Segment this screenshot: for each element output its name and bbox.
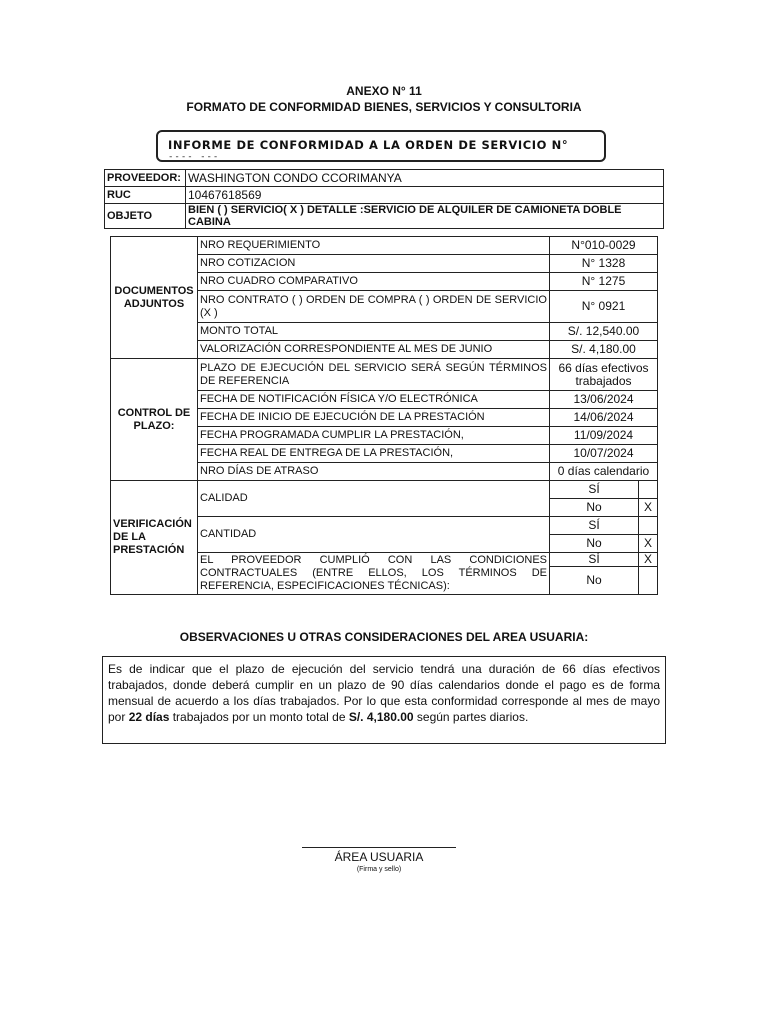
- report-title-box: [156, 130, 606, 162]
- observations-text-3: según partes diarios.: [413, 710, 529, 724]
- doc-value-requerimiento: N°010-0029: [550, 237, 658, 255]
- quality-no-mark: X: [639, 499, 658, 517]
- compliance-label: EL PROVEEDOR CUMPLIÓ CON LAS CONDICIONES CONTRACTUALES (ENTRE ELLOS, LOS TÉRMINOS DE REFERENCIA, ESPECIFICACIONES TÉCNICAS):: [198, 553, 550, 595]
- control-label-entrega: FECHA REAL DE ENTREGA DE LA PRESTACIÓN,: [198, 445, 550, 463]
- doc-value-cuadro: N° 1275: [550, 273, 658, 291]
- observations-box: [102, 656, 666, 744]
- quality-yes-mark: [639, 481, 658, 499]
- doc-value-cotizacion: N° 1328: [550, 255, 658, 273]
- documents-group-label: DOCUMENTOS ADJUNTOS: [111, 237, 198, 359]
- observations-amount: S/. 4,180.00: [348, 710, 414, 724]
- quantity-no-mark: X: [639, 535, 658, 553]
- details-table: [110, 236, 658, 595]
- control-group-label: CONTROL DE PLAZO:: [111, 359, 198, 481]
- control-value-inicio: 14/06/2024: [550, 409, 658, 427]
- control-label-notificacion: FECHA DE NOTIFICACIÓN FÍSICA Y/O ELECTRÓNICA: [198, 391, 550, 409]
- observations-text-2: trabajados por un monto total de: [169, 710, 349, 724]
- report-number: ---- ---: [168, 152, 220, 162]
- signature-line: [302, 847, 456, 848]
- quantity-label: CANTIDAD: [198, 517, 550, 553]
- control-label-atraso: NRO DÍAS DE ATRASO: [198, 463, 550, 481]
- control-value-programada: 11/09/2024: [550, 427, 658, 445]
- control-label-plazo: PLAZO DE EJECUCIÓN DEL SERVICIO SERÁ SEGÚN TÉRMINOS DE REFERENCIA: [198, 359, 550, 391]
- compliance-no: No: [550, 567, 639, 595]
- object-row: [105, 204, 664, 229]
- doc-value-valorizacion: S/. 4,180.00: [550, 341, 658, 359]
- provider-label: PROVEEDOR:: [105, 170, 186, 187]
- compliance-yes-mark: X: [639, 553, 658, 567]
- quality-yes: SÍ: [550, 481, 639, 499]
- ruc-value: 10467618569: [186, 187, 664, 204]
- doc-label-requerimiento: NRO REQUERIMIENTO: [198, 237, 550, 255]
- object-label: OBJETO: [105, 204, 186, 229]
- quality-no: No: [550, 499, 639, 517]
- observations-days: 22 días: [128, 710, 170, 724]
- signature-note: (Firma y sello): [356, 866, 402, 873]
- table-row: [111, 237, 658, 255]
- annex-title: ANEXO N° 11: [346, 84, 422, 98]
- control-label-inicio: FECHA DE INICIO DE EJECUCIÓN DE LA PRESTACIÓN: [198, 409, 550, 427]
- observations-heading: OBSERVACIONES U OTRAS CONSIDERACIONES DEL AREA USUARIA:: [179, 630, 589, 644]
- quantity-yes: SÍ: [550, 517, 639, 535]
- observations-text-1: Es de indicar que el plazo de ejecución del servicio tendrá una duración de 66 días efectivos trabajados, donde deberá cumplir en un plazo de 90 días calendarios donde el pago es de forma mensual de acuerdo a los días trabajados. Por lo que esta conformidad corresponde al mes de mayo por: [108, 662, 660, 724]
- compliance-yes: SÍ: [550, 553, 639, 567]
- doc-label-cuadro: NRO CUADRO COMPARATIVO: [198, 273, 550, 291]
- quantity-no: No: [550, 535, 639, 553]
- doc-label-valorizacion: VALORIZACIÓN CORRESPONDIENTE AL MES DE JUNIO: [198, 341, 550, 359]
- doc-value-contrato: N° 0921: [550, 291, 658, 323]
- doc-label-cotizacion: NRO COTIZACION: [198, 255, 550, 273]
- control-label-programada: FECHA PROGRAMADA CUMPLIR LA PRESTACIÓN,: [198, 427, 550, 445]
- doc-value-monto: S/. 12,540.00: [550, 323, 658, 341]
- provider-row: [105, 170, 664, 187]
- provider-table: [104, 169, 664, 229]
- control-value-notificacion: 13/06/2024: [550, 391, 658, 409]
- table-row: [111, 481, 658, 499]
- quality-label: CALIDAD: [198, 481, 550, 517]
- doc-label-contrato: NRO CONTRATO ( ) ORDEN DE COMPRA ( ) ORDEN DE SERVICIO (X ): [198, 291, 550, 323]
- report-title: INFORME DE CONFORMIDAD A LA ORDEN DE SERVICIO N°: [168, 138, 569, 152]
- object-value: BIEN ( ) SERVICIO( X ) DETALLE :SERVICIO DE ALQUILER DE CAMIONETA DOBLE CABINA: [186, 204, 664, 229]
- table-row: [111, 359, 658, 391]
- ruc-row: [105, 187, 664, 204]
- control-value-plazo: 66 días efectivos trabajados: [550, 359, 658, 391]
- provider-value: WASHINGTON CONDO CCORIMANYA: [186, 170, 664, 187]
- compliance-no-mark: [639, 567, 658, 595]
- signature-area-label: ÁREA USUARIA: [334, 850, 424, 864]
- control-value-atraso: 0 días calendario: [550, 463, 658, 481]
- doc-label-monto: MONTO TOTAL: [198, 323, 550, 341]
- format-title: FORMATO DE CONFORMIDAD BIENES, SERVICIOS Y CONSULTORIA: [186, 100, 582, 114]
- verification-group-label: VERIFICACIÓN DE LA PRESTACIÓN: [111, 481, 198, 595]
- quantity-yes-mark: [639, 517, 658, 535]
- ruc-label: RUC: [105, 187, 186, 204]
- control-value-entrega: 10/07/2024: [550, 445, 658, 463]
